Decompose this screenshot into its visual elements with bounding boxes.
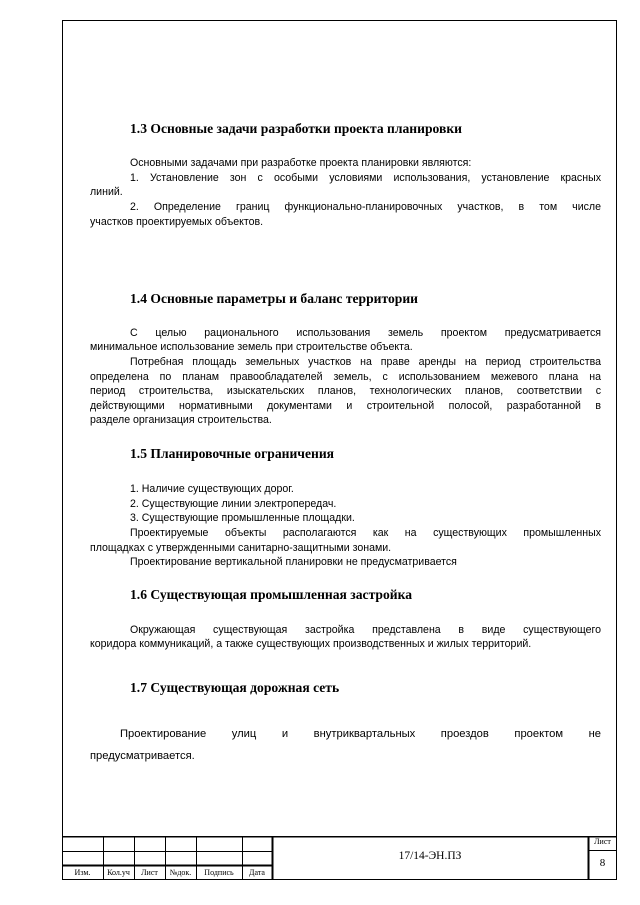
section-1-6-title: 1.6 Существующая промышленная застройка bbox=[130, 587, 413, 602]
stamp-column-doc-number: №док. bbox=[169, 868, 192, 877]
list-item: 1. Наличие существующих дорог. bbox=[130, 483, 294, 495]
sheet-number: 8 bbox=[599, 857, 606, 869]
paragraph-line: Проектируемые объекты располагаются как на существующих промышленных bbox=[130, 527, 601, 539]
section-1-4-title: 1.4 Основные параметры и баланс территории bbox=[130, 291, 419, 306]
stamp-column-change: Изм. bbox=[74, 868, 91, 877]
document-code: 17/14-ЭН.ПЗ bbox=[398, 850, 462, 862]
section-1-3-title: 1.3 Основные задачи разработки проекта планировки bbox=[130, 121, 462, 136]
paragraph-line: С целью рационального использования земель проектом предусматривается bbox=[130, 327, 601, 339]
stamp-column-sheet: Лист bbox=[141, 868, 158, 877]
section-1-7-title: 1.7 Существующая дорожная сеть bbox=[130, 680, 340, 695]
section-1-5-title: 1.5 Планировочные ограничения bbox=[130, 446, 335, 461]
paragraph-line: Окружающая существующая застройка представлена в виде существующего bbox=[130, 624, 601, 636]
stamp-column-count: Кол.уч bbox=[107, 868, 130, 877]
paragraph-line: коридора коммуникаций, а также существующих производственных и жилых территорий. bbox=[90, 638, 532, 650]
paragraph-line: Основными задачами при разработке проекта планировки являются: bbox=[130, 157, 472, 169]
paragraph-line: Потребная площадь земельных участков на праве аренды на период строительства bbox=[130, 356, 601, 368]
paragraph-line: Проектирование вертикальной планировки не предусматривается bbox=[130, 556, 457, 568]
stamp-column-date: Дата bbox=[249, 868, 265, 877]
paragraph-line: разделе организация строительства. bbox=[90, 414, 272, 426]
list-item: 3. Существующие промышленные площадки. bbox=[130, 512, 355, 524]
paragraph-line: 2. Определение границ функционально-планировочных участков, в том числе bbox=[130, 201, 601, 213]
paragraph-line: площадках с утвержденными санитарно-защитными зонами. bbox=[90, 542, 392, 554]
stamp-column-signature: Подпись bbox=[204, 868, 234, 877]
paragraph-line: действующими нормативными документами и строительной полосой, разработанной в bbox=[90, 400, 601, 412]
title-block bbox=[62, 836, 617, 880]
paragraph-line: линий. bbox=[90, 186, 123, 198]
paragraph-line: предусматривается. bbox=[90, 750, 195, 763]
paragraph-line: 1. Установление зон с особыми условиями использования, установление красных bbox=[130, 172, 601, 184]
paragraph-line: период строительства, изыскательских планов, технологических планов, соответствии с bbox=[90, 385, 601, 397]
sheet-label: Лист bbox=[594, 837, 611, 846]
paragraph-line: минимальное использование земель при строительстве объекта. bbox=[90, 341, 413, 353]
paragraph-line: определена по планам правообладателей земель, с использованием межевого плана на bbox=[90, 371, 601, 383]
list-item: 2. Существующие линии электропередач. bbox=[130, 498, 337, 510]
paragraph-line: участков проектируемых объектов. bbox=[90, 216, 264, 228]
paragraph-line: Проектирование улиц и внутриквартальных проездов проектом не bbox=[120, 728, 601, 741]
